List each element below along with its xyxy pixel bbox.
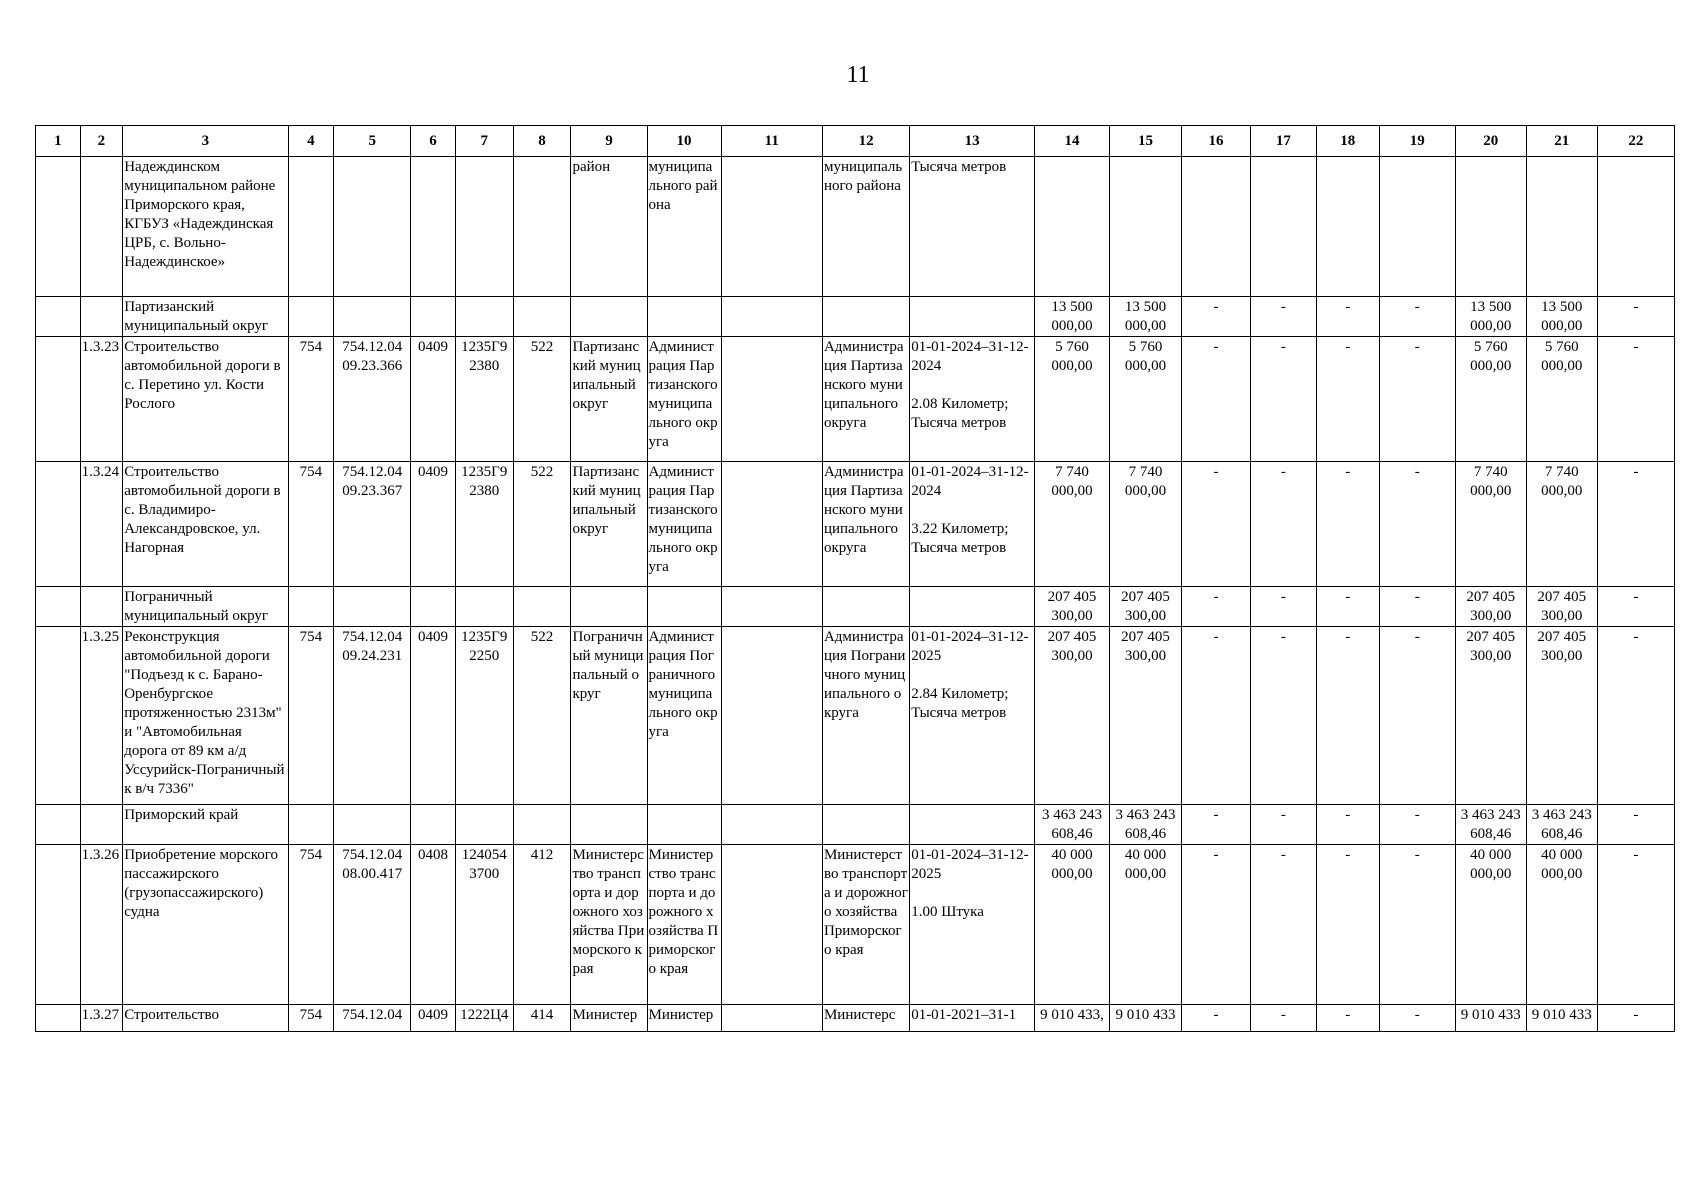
cell-col-17: - [1250, 845, 1316, 1005]
cell-col-22: - [1597, 627, 1674, 805]
cell-col-11 [721, 337, 822, 462]
cell-col-5: 754.12.04 [334, 1005, 411, 1032]
cell-col-7 [455, 157, 513, 297]
cell-col-8 [513, 805, 571, 845]
cell-col-9: Партизанский муниципальный округ [571, 337, 647, 462]
cell-col-12: Министерс [822, 1005, 909, 1032]
column-header: 9 [571, 126, 647, 157]
cell-col-7: 1235Г9 2380 [455, 337, 513, 462]
cell-col-6: 0409 [411, 462, 456, 587]
cell-col-2 [80, 587, 123, 627]
cell-col-1 [36, 462, 81, 587]
cell-col-15: 207 405 300,00 [1109, 627, 1181, 805]
cell-col-9 [571, 805, 647, 845]
cell-col-16: - [1181, 462, 1250, 587]
cell-col-20: 40 000 000,00 [1455, 845, 1526, 1005]
cell-col-3: Приморский край [123, 805, 288, 845]
cell-col-8 [513, 157, 571, 297]
cell-col-8: 412 [513, 845, 571, 1005]
cell-col-4: 754 [288, 845, 334, 1005]
cell-col-19: - [1379, 297, 1455, 337]
table-row [36, 297, 1675, 337]
cell-col-10: Министерство транспорта и дорожного хозяйства Приморского края [647, 845, 721, 1005]
cell-col-8 [513, 297, 571, 337]
cell-col-19: - [1379, 462, 1455, 587]
cell-col-15: 5 760 000,00 [1109, 337, 1181, 462]
cell-col-15: 207 405 300,00 [1109, 587, 1181, 627]
cell-col-22: - [1597, 587, 1674, 627]
cell-col-12: Администрация Партизанского муниципального округа [822, 462, 909, 587]
cell-col-11 [721, 805, 822, 845]
cell-col-7 [455, 805, 513, 845]
cell-col-15: 13 500 000,00 [1109, 297, 1181, 337]
column-header: 8 [513, 126, 571, 157]
cell-col-4 [288, 157, 334, 297]
header-row [36, 126, 1675, 157]
cell-col-14: 7 740 000,00 [1034, 462, 1109, 587]
cell-col-6: 0409 [411, 1005, 456, 1032]
cell-col-3: Строительство автомобильной дороги в с. Владимиро-Александровское, ул. Нагорная [123, 462, 288, 587]
cell-col-10: Администрация Пограничного муниципального округа [647, 627, 721, 805]
cell-col-13: 01-01-2024–31-12-2024 2.08 Километр; Тысяча метров [910, 337, 1035, 462]
cell-col-18: - [1316, 627, 1379, 805]
cell-col-11 [721, 845, 822, 1005]
cell-col-21: 207 405 300,00 [1526, 587, 1597, 627]
cell-col-5 [334, 587, 411, 627]
cell-col-6: 0409 [411, 337, 456, 462]
cell-col-6 [411, 297, 456, 337]
cell-col-16: - [1181, 1005, 1250, 1032]
cell-col-10: Администрация Партизанского муниципального округа [647, 462, 721, 587]
cell-col-5: 754.12.04 09.23.366 [334, 337, 411, 462]
cell-col-1 [36, 157, 81, 297]
cell-col-13: 01-01-2021–31-1 [910, 1005, 1035, 1032]
cell-col-5 [334, 157, 411, 297]
cell-col-17: - [1250, 627, 1316, 805]
cell-col-1 [36, 845, 81, 1005]
cell-col-14: 13 500 000,00 [1034, 297, 1109, 337]
cell-col-12 [822, 805, 909, 845]
cell-col-21: 5 760 000,00 [1526, 337, 1597, 462]
cell-col-8: 414 [513, 1005, 571, 1032]
cell-col-3: Реконструкция автомобильной дороги "Подъезд к с. Барано-Оренбургское протяженностью 2313м" и "Автомобильная дорога от 89 км а/д Уссурийск-Пограничный к в/ч 7336" [123, 627, 288, 805]
column-header: 10 [647, 126, 721, 157]
cell-col-6 [411, 157, 456, 297]
column-header: 13 [910, 126, 1035, 157]
cell-col-18: - [1316, 1005, 1379, 1032]
cell-col-16: - [1181, 297, 1250, 337]
column-header: 3 [123, 126, 288, 157]
cell-col-20: 7 740 000,00 [1455, 462, 1526, 587]
cell-col-20: 3 463 243 608,46 [1455, 805, 1526, 845]
cell-col-13: Тысяча метров [910, 157, 1035, 297]
cell-col-12: Администрация Пограничного муниципального округа [822, 627, 909, 805]
cell-col-1 [36, 805, 81, 845]
cell-col-21 [1526, 157, 1597, 297]
cell-col-3: Надеждинском муниципальном районе Приморского края, КГБУЗ «Надеждинская ЦРБ, с. Вольно-Надеждинское» [123, 157, 288, 297]
cell-col-14: 5 760 000,00 [1034, 337, 1109, 462]
cell-col-5 [334, 805, 411, 845]
cell-col-2: 1.3.23 [80, 337, 123, 462]
cell-col-18: - [1316, 805, 1379, 845]
cell-col-7: 124054 3700 [455, 845, 513, 1005]
column-header: 2 [80, 126, 123, 157]
table-row [36, 462, 1675, 587]
cell-col-2 [80, 297, 123, 337]
column-header: 21 [1526, 126, 1597, 157]
cell-col-19 [1379, 157, 1455, 297]
cell-col-1 [36, 297, 81, 337]
cell-col-1 [36, 627, 81, 805]
cell-col-8: 522 [513, 627, 571, 805]
cell-col-14: 207 405 300,00 [1034, 587, 1109, 627]
cell-col-22: - [1597, 1005, 1674, 1032]
column-header: 15 [1109, 126, 1181, 157]
cell-col-22: - [1597, 805, 1674, 845]
cell-col-4: 754 [288, 1005, 334, 1032]
cell-col-10 [647, 805, 721, 845]
cell-col-3: Строительство [123, 1005, 288, 1032]
cell-col-20: 5 760 000,00 [1455, 337, 1526, 462]
cell-col-17: - [1250, 1005, 1316, 1032]
cell-col-10: Министер [647, 1005, 721, 1032]
cell-col-3: Пограничный муниципальный округ [123, 587, 288, 627]
cell-col-18 [1316, 157, 1379, 297]
column-header: 6 [411, 126, 456, 157]
cell-col-12: муниципального района [822, 157, 909, 297]
cell-col-4: 754 [288, 462, 334, 587]
column-header: 4 [288, 126, 334, 157]
column-header: 16 [1181, 126, 1250, 157]
cell-col-5: 754.12.04 09.24.231 [334, 627, 411, 805]
cell-col-11 [721, 1005, 822, 1032]
cell-col-18: - [1316, 297, 1379, 337]
cell-col-7: 1222Ц4 [455, 1005, 513, 1032]
cell-col-8: 522 [513, 337, 571, 462]
cell-col-13 [910, 805, 1035, 845]
cell-col-18: - [1316, 462, 1379, 587]
cell-col-1 [36, 587, 81, 627]
page-number: 11 [846, 62, 870, 88]
column-header: 17 [1250, 126, 1316, 157]
cell-col-22: - [1597, 845, 1674, 1005]
cell-col-6: 0408 [411, 845, 456, 1005]
cell-col-1 [36, 1005, 81, 1032]
cell-col-4: 754 [288, 337, 334, 462]
cell-col-9: Партизанский муниципальный округ [571, 462, 647, 587]
cell-col-8: 522 [513, 462, 571, 587]
cell-col-12: Министерство транспорта и дорожного хозяйства Приморского края [822, 845, 909, 1005]
cell-col-19: - [1379, 805, 1455, 845]
cell-col-21: 13 500 000,00 [1526, 297, 1597, 337]
cell-col-4 [288, 587, 334, 627]
cell-col-13: 01-01-2024–31-12-2025 1.00 Штука [910, 845, 1035, 1005]
column-header: 12 [822, 126, 909, 157]
cell-col-20: 207 405 300,00 [1455, 627, 1526, 805]
cell-col-11 [721, 157, 822, 297]
cell-col-22: - [1597, 462, 1674, 587]
cell-col-8 [513, 587, 571, 627]
column-header: 1 [36, 126, 81, 157]
column-header: 19 [1379, 126, 1455, 157]
cell-col-19: - [1379, 1005, 1455, 1032]
cell-col-5 [334, 297, 411, 337]
table-row [36, 845, 1675, 1005]
table-row [36, 805, 1675, 845]
cell-col-3: Приобретение морского пассажирского (грузопассажирского) судна [123, 845, 288, 1005]
cell-col-22 [1597, 157, 1674, 297]
cell-col-11 [721, 462, 822, 587]
cell-col-19: - [1379, 587, 1455, 627]
cell-col-15 [1109, 157, 1181, 297]
cell-col-9: Министер [571, 1005, 647, 1032]
cell-col-2: 1.3.25 [80, 627, 123, 805]
cell-col-13: 01-01-2024–31-12-2025 2.84 Километр; Тысяча метров [910, 627, 1035, 805]
cell-col-16: - [1181, 627, 1250, 805]
cell-col-2: 1.3.26 [80, 845, 123, 1005]
cell-col-4: 754 [288, 627, 334, 805]
table-row [36, 587, 1675, 627]
cell-col-10: Администрация Партизанского муниципального округа [647, 337, 721, 462]
cell-col-21: 40 000 000,00 [1526, 845, 1597, 1005]
column-header: 7 [455, 126, 513, 157]
cell-col-2 [80, 805, 123, 845]
table-row [36, 627, 1675, 805]
cell-col-5: 754.12.04 09.23.367 [334, 462, 411, 587]
cell-col-9: район [571, 157, 647, 297]
table-row [36, 337, 1675, 462]
cell-col-16: - [1181, 805, 1250, 845]
cell-col-18: - [1316, 337, 1379, 462]
cell-col-3: Строительство автомобильной дороги в с. Перетино ул. Кости Рослого [123, 337, 288, 462]
cell-col-4 [288, 297, 334, 337]
column-header: 18 [1316, 126, 1379, 157]
cell-col-12: Администрация Партизанского муниципального округа [822, 337, 909, 462]
cell-col-4 [288, 805, 334, 845]
cell-col-18: - [1316, 845, 1379, 1005]
cell-col-11 [721, 627, 822, 805]
cell-col-17 [1250, 157, 1316, 297]
cell-col-17: - [1250, 587, 1316, 627]
cell-col-19: - [1379, 627, 1455, 805]
cell-col-20 [1455, 157, 1526, 297]
cell-col-20: 9 010 433 [1455, 1005, 1526, 1032]
cell-col-13 [910, 587, 1035, 627]
cell-col-13: 01-01-2024–31-12-2024 3.22 Километр; Тысяча метров [910, 462, 1035, 587]
cell-col-14: 9 010 433, [1034, 1005, 1109, 1032]
cell-col-10 [647, 587, 721, 627]
cell-col-17: - [1250, 297, 1316, 337]
cell-col-10 [647, 297, 721, 337]
cell-col-14 [1034, 157, 1109, 297]
cell-col-6 [411, 587, 456, 627]
cell-col-2: 1.3.27 [80, 1005, 123, 1032]
cell-col-21: 7 740 000,00 [1526, 462, 1597, 587]
cell-col-6: 0409 [411, 627, 456, 805]
table-row [36, 1005, 1675, 1032]
cell-col-14: 3 463 243 608,46 [1034, 805, 1109, 845]
cell-col-22: - [1597, 337, 1674, 462]
cell-col-20: 13 500 000,00 [1455, 297, 1526, 337]
cell-col-20: 207 405 300,00 [1455, 587, 1526, 627]
cell-col-22: - [1597, 297, 1674, 337]
cell-col-11 [721, 297, 822, 337]
column-header: 22 [1597, 126, 1674, 157]
cell-col-19: - [1379, 845, 1455, 1005]
cell-col-16: - [1181, 845, 1250, 1005]
cell-col-15: 40 000 000,00 [1109, 845, 1181, 1005]
cell-col-12 [822, 587, 909, 627]
cell-col-2: 1.3.24 [80, 462, 123, 587]
column-header: 20 [1455, 126, 1526, 157]
cell-col-14: 40 000 000,00 [1034, 845, 1109, 1005]
cell-col-15: 7 740 000,00 [1109, 462, 1181, 587]
cell-col-12 [822, 297, 909, 337]
cell-col-16: - [1181, 587, 1250, 627]
cell-col-7 [455, 587, 513, 627]
cell-col-17: - [1250, 462, 1316, 587]
cell-col-9: Пограничный муниципальный округ [571, 627, 647, 805]
cell-col-18: - [1316, 587, 1379, 627]
cell-col-15: 3 463 243 608,46 [1109, 805, 1181, 845]
cell-col-13 [910, 297, 1035, 337]
cell-col-17: - [1250, 337, 1316, 462]
cell-col-7: 1235Г9 2250 [455, 627, 513, 805]
cell-col-14: 207 405 300,00 [1034, 627, 1109, 805]
table-row [36, 157, 1675, 297]
cell-col-19: - [1379, 337, 1455, 462]
data-table [35, 125, 1675, 1032]
cell-col-7 [455, 297, 513, 337]
cell-col-21: 3 463 243 608,46 [1526, 805, 1597, 845]
column-header: 14 [1034, 126, 1109, 157]
cell-col-15: 9 010 433 [1109, 1005, 1181, 1032]
cell-col-9 [571, 587, 647, 627]
cell-col-10: муниципального района [647, 157, 721, 297]
cell-col-11 [721, 587, 822, 627]
cell-col-1 [36, 337, 81, 462]
cell-col-3: Партизанский муниципальный округ [123, 297, 288, 337]
column-header: 5 [334, 126, 411, 157]
cell-col-6 [411, 805, 456, 845]
cell-col-9: Министерство транспорта и дорожного хозяйства Приморского края [571, 845, 647, 1005]
cell-col-17: - [1250, 805, 1316, 845]
cell-col-9 [571, 297, 647, 337]
cell-col-21: 9 010 433 [1526, 1005, 1597, 1032]
cell-col-16 [1181, 157, 1250, 297]
cell-col-7: 1235Г9 2380 [455, 462, 513, 587]
cell-col-2 [80, 157, 123, 297]
cell-col-16: - [1181, 337, 1250, 462]
cell-col-21: 207 405 300,00 [1526, 627, 1597, 805]
column-header: 11 [721, 126, 822, 157]
cell-col-5: 754.12.04 08.00.417 [334, 845, 411, 1005]
